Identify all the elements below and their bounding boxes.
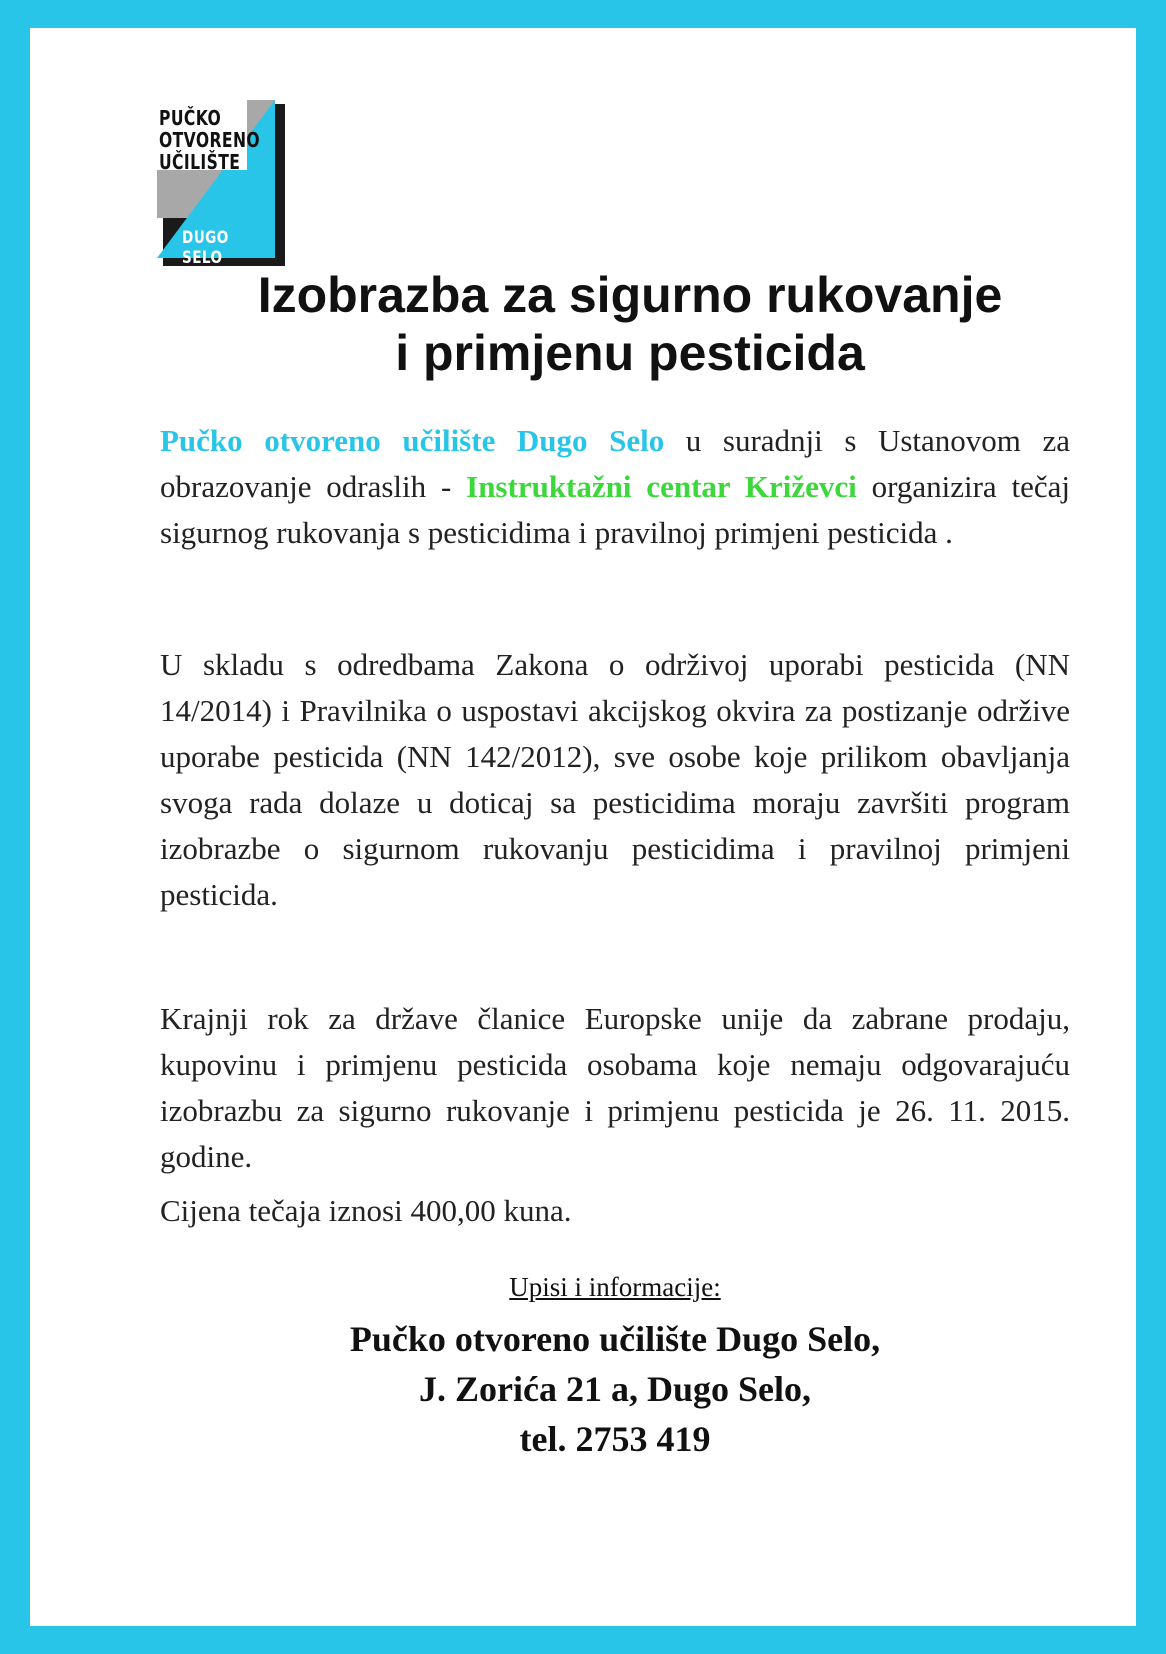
- price-paragraph: [160, 1188, 1070, 1234]
- contact-name: Pučko otvoreno učilište Dugo Selo,: [349, 1319, 881, 1359]
- intro-text-2: organizira tečaj sigurnog rukovanja s pesticidima i pravilnoj primjeni pesticida .: [160, 469, 1071, 550]
- flyer-page: [30, 28, 1136, 1626]
- page-title-line-2: i primjenu pesticida: [395, 325, 865, 381]
- deadline-text: Krajnji rok za države članice Europske unije da zabrane prodaju, kupovinu i primjenu pesticida osobama koje nemaju odgovarajuću izobrazbu za sigurno rukovanje i primjenu pesticida je 26. 11. 2015. godine.: [160, 1001, 1070, 1174]
- price-text: Cijena tečaja iznosi 400,00 kuna.: [160, 1193, 572, 1228]
- partner-name: Instruktažni centar Križevci: [466, 469, 857, 504]
- logo-town: DUGO SELO: [182, 228, 229, 268]
- contact-address: J. Zorića 21 a, Dugo Selo,: [419, 1369, 811, 1409]
- logo-text-line-1: PUČKO: [159, 106, 222, 130]
- contact-phone: tel. 2753 419: [519, 1419, 711, 1459]
- intro-text-1: u suradnji s Ustanovom za obrazovanje odraslih -: [160, 423, 1070, 504]
- page-title-line-1: Izobrazba za sigurno rukovanje: [257, 267, 1003, 323]
- intro-paragraph: [160, 418, 1070, 556]
- deadline-paragraph: [160, 996, 1070, 1180]
- organizer-name: Pučko otvoreno učilište Dugo Selo: [160, 423, 665, 458]
- contact-label: Upisi i informacije:: [509, 1272, 721, 1302]
- logo-text-line-2: OTVORENO: [159, 128, 261, 152]
- institution-logo: [157, 100, 285, 266]
- logo-text-line-3: UČILIŠTE: [159, 150, 241, 174]
- law-paragraph: [160, 642, 1070, 918]
- law-text: U skladu s odredbama Zakona o održivoj uporabi pesticida (NN 14/2014) i Pravilnika o uspostavi akcijskog okvira za postizanje održive uporabe pesticida (NN 142/2012), sve osobe koje prilikom obavljanja svoga rada dolaze u doticaj sa pesticidima moraju završiti program izobrazbe o sigurnom rukovanju pesticidima i pravilnoj primjeni pesticida.: [160, 647, 1070, 912]
